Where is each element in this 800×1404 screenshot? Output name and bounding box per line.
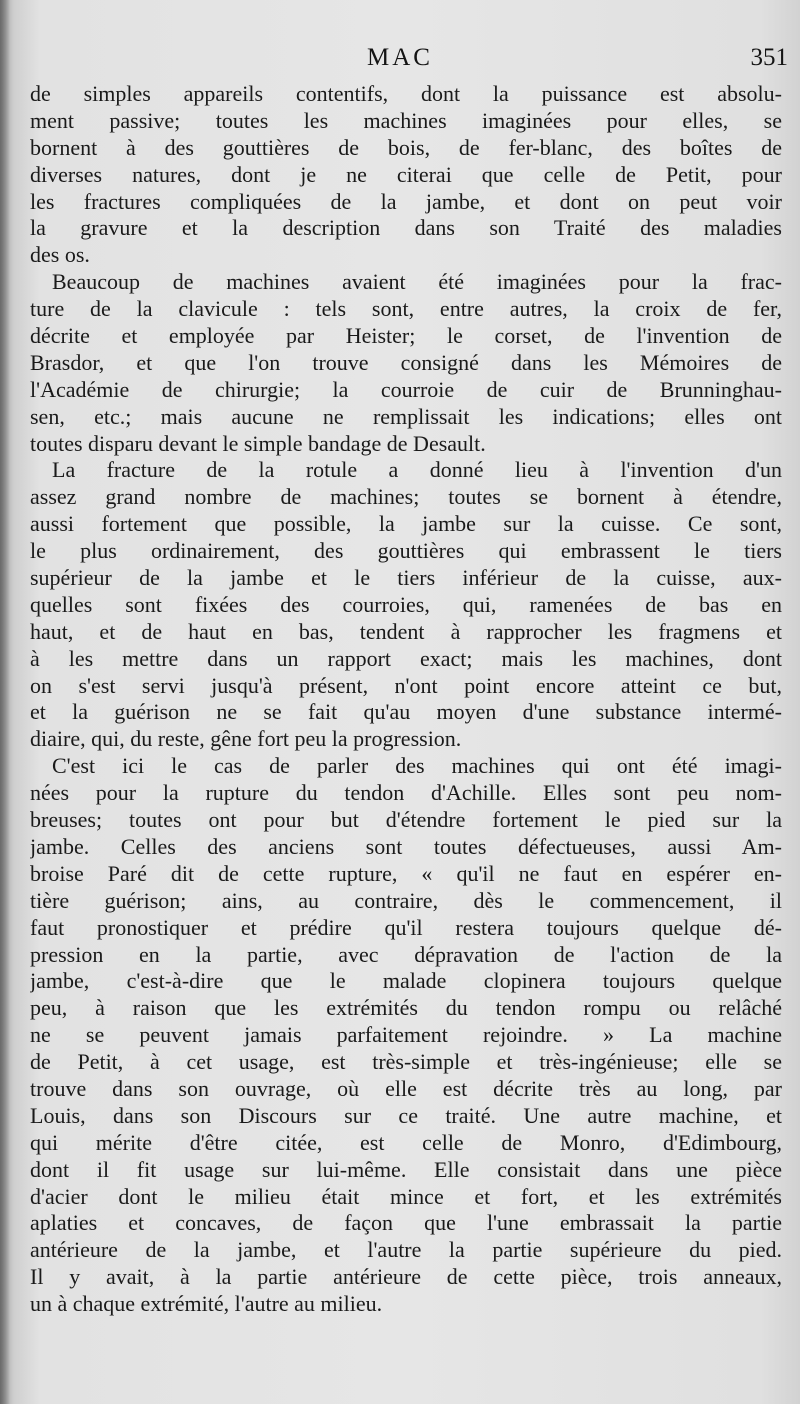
text-line: sen, etc.; mais aucune ne remplissait les indications; elles ont — [30, 403, 782, 429]
text-line: faut pronostiquer et prédire qu'il restera toujours quelque dé- — [30, 914, 782, 940]
text-line: Il y avait, à la partie antérieure de cette pièce, trois anneaux, — [30, 1264, 782, 1290]
text-line: de simples appareils contentifs, dont la puissance est absolu- — [30, 81, 782, 106]
text-line: C'est ici le cas de parler des machines qui ont été imagi- — [52, 753, 782, 779]
text-line: et la guérison ne se fait qu'au moyen d'une substance intermé- — [30, 699, 782, 725]
text-line: nées pour la rupture du tendon d'Achille. Elles sont peu nom- — [30, 780, 782, 806]
text-line: aplaties et concaves, de façon que l'une embrassait la partie — [30, 1210, 782, 1236]
text-line: le plus ordinairement, des gouttières qui embrassent le tiers — [30, 538, 782, 564]
text-line: ment passive; toutes les machines imaginées pour elles, se — [30, 107, 782, 133]
text-line: quelles sont fixées des courroies, qui, ramenées de bas en — [30, 591, 782, 617]
body-text — [30, 81, 782, 1318]
running-head-title: MAC — [367, 44, 433, 71]
text-line: Brasdor, et que l'on trouve consigné dans les Mémoires de — [30, 349, 782, 375]
text-line: peu, à raison que les extrémités du tendon rompu ou relâché — [30, 995, 782, 1021]
text-line: breuses; toutes ont pour but d'étendre fortement le pied sur la — [30, 807, 782, 833]
text-line: antérieure de la jambe, et l'autre la partie supérieure du pied. — [30, 1237, 782, 1263]
text-line: la gravure et la description dans son Traité des maladies — [30, 215, 782, 241]
text-line: jambe. Celles des anciens sont toutes défectueuses, aussi Am- — [30, 833, 782, 859]
text-line: ture de la clavicule : tels sont, entre autres, la croix de fer, — [30, 296, 782, 322]
text-line: aussi fortement que possible, la jambe sur la cuisse. Ce sont, — [30, 511, 782, 537]
text-line: des os. — [30, 242, 90, 268]
page-number: 351 — [750, 44, 788, 71]
text-line: on s'est servi jusqu'à présent, n'ont point encore atteint ce but, — [30, 672, 782, 698]
text-line: diverses natures, dont je ne citerai que celle de Petit, pour — [30, 161, 782, 187]
text-line: ne se peuvent jamais parfaitement rejoindre. » La machine — [30, 1022, 782, 1048]
text-line: Beaucoup de machines avaient été imaginées pour la frac- — [52, 269, 782, 295]
text-line: haut, et de haut en bas, tendent à rapprocher les fragmens et — [30, 618, 782, 644]
binding-shadow — [0, 0, 10, 1404]
text-line: les fractures compliquées de la jambe, et dont on peut voir — [30, 188, 782, 214]
text-line: broise Paré dit de cette rupture, « qu'il ne faut en espérer en- — [30, 860, 782, 886]
text-line: qui mérite d'être citée, est celle de Monro, d'Edimbourg, — [30, 1129, 782, 1155]
text-line: Louis, dans son Discours sur ce traité. Une autre machine, et — [30, 1102, 782, 1128]
text-line: supérieur de la jambe et le tiers inférieur de la cuisse, aux- — [30, 565, 782, 591]
text-line: trouve dans son ouvrage, où elle est décrite très au long, par — [30, 1075, 782, 1101]
running-head — [0, 44, 800, 84]
text-line: tière guérison; ains, au contraire, dès le commencement, il — [30, 887, 782, 913]
text-line: d'acier dont le milieu était mince et fort, et les extrémités — [30, 1183, 782, 1209]
text-line: assez grand nombre de machines; toutes se bornent à étendre, — [30, 484, 782, 510]
text-line: jambe, c'est-à-dire que le malade clopinera toujours quelque — [30, 968, 782, 994]
text-line: de Petit, à cet usage, est très-simple et très-ingénieuse; elle se — [30, 1049, 782, 1075]
text-line: pression en la partie, avec dépravation de l'action de la — [30, 941, 782, 967]
text-line: bornent à des gouttières de bois, de fer-blanc, des boîtes de — [30, 134, 782, 160]
text-line: décrite et employée par Heister; le corset, de l'invention de — [30, 323, 782, 349]
text-line: toutes disparu devant le simple bandage de Desault. — [30, 430, 486, 456]
text-line: l'Académie de chirurgie; la courroie de cuir de Brunninghau- — [30, 376, 782, 402]
text-line: un à chaque extrémité, l'autre au milieu. — [30, 1291, 383, 1317]
text-line: à les mettre dans un rapport exact; mais les machines, dont — [30, 645, 782, 671]
text-line: diaire, qui, du reste, gêne fort peu la progression. — [30, 726, 462, 752]
text-line: dont il fit usage sur lui-même. Elle consistait dans une pièce — [30, 1156, 782, 1182]
text-line: La fracture de la rotule a donné lieu à l'invention d'un — [52, 457, 782, 483]
